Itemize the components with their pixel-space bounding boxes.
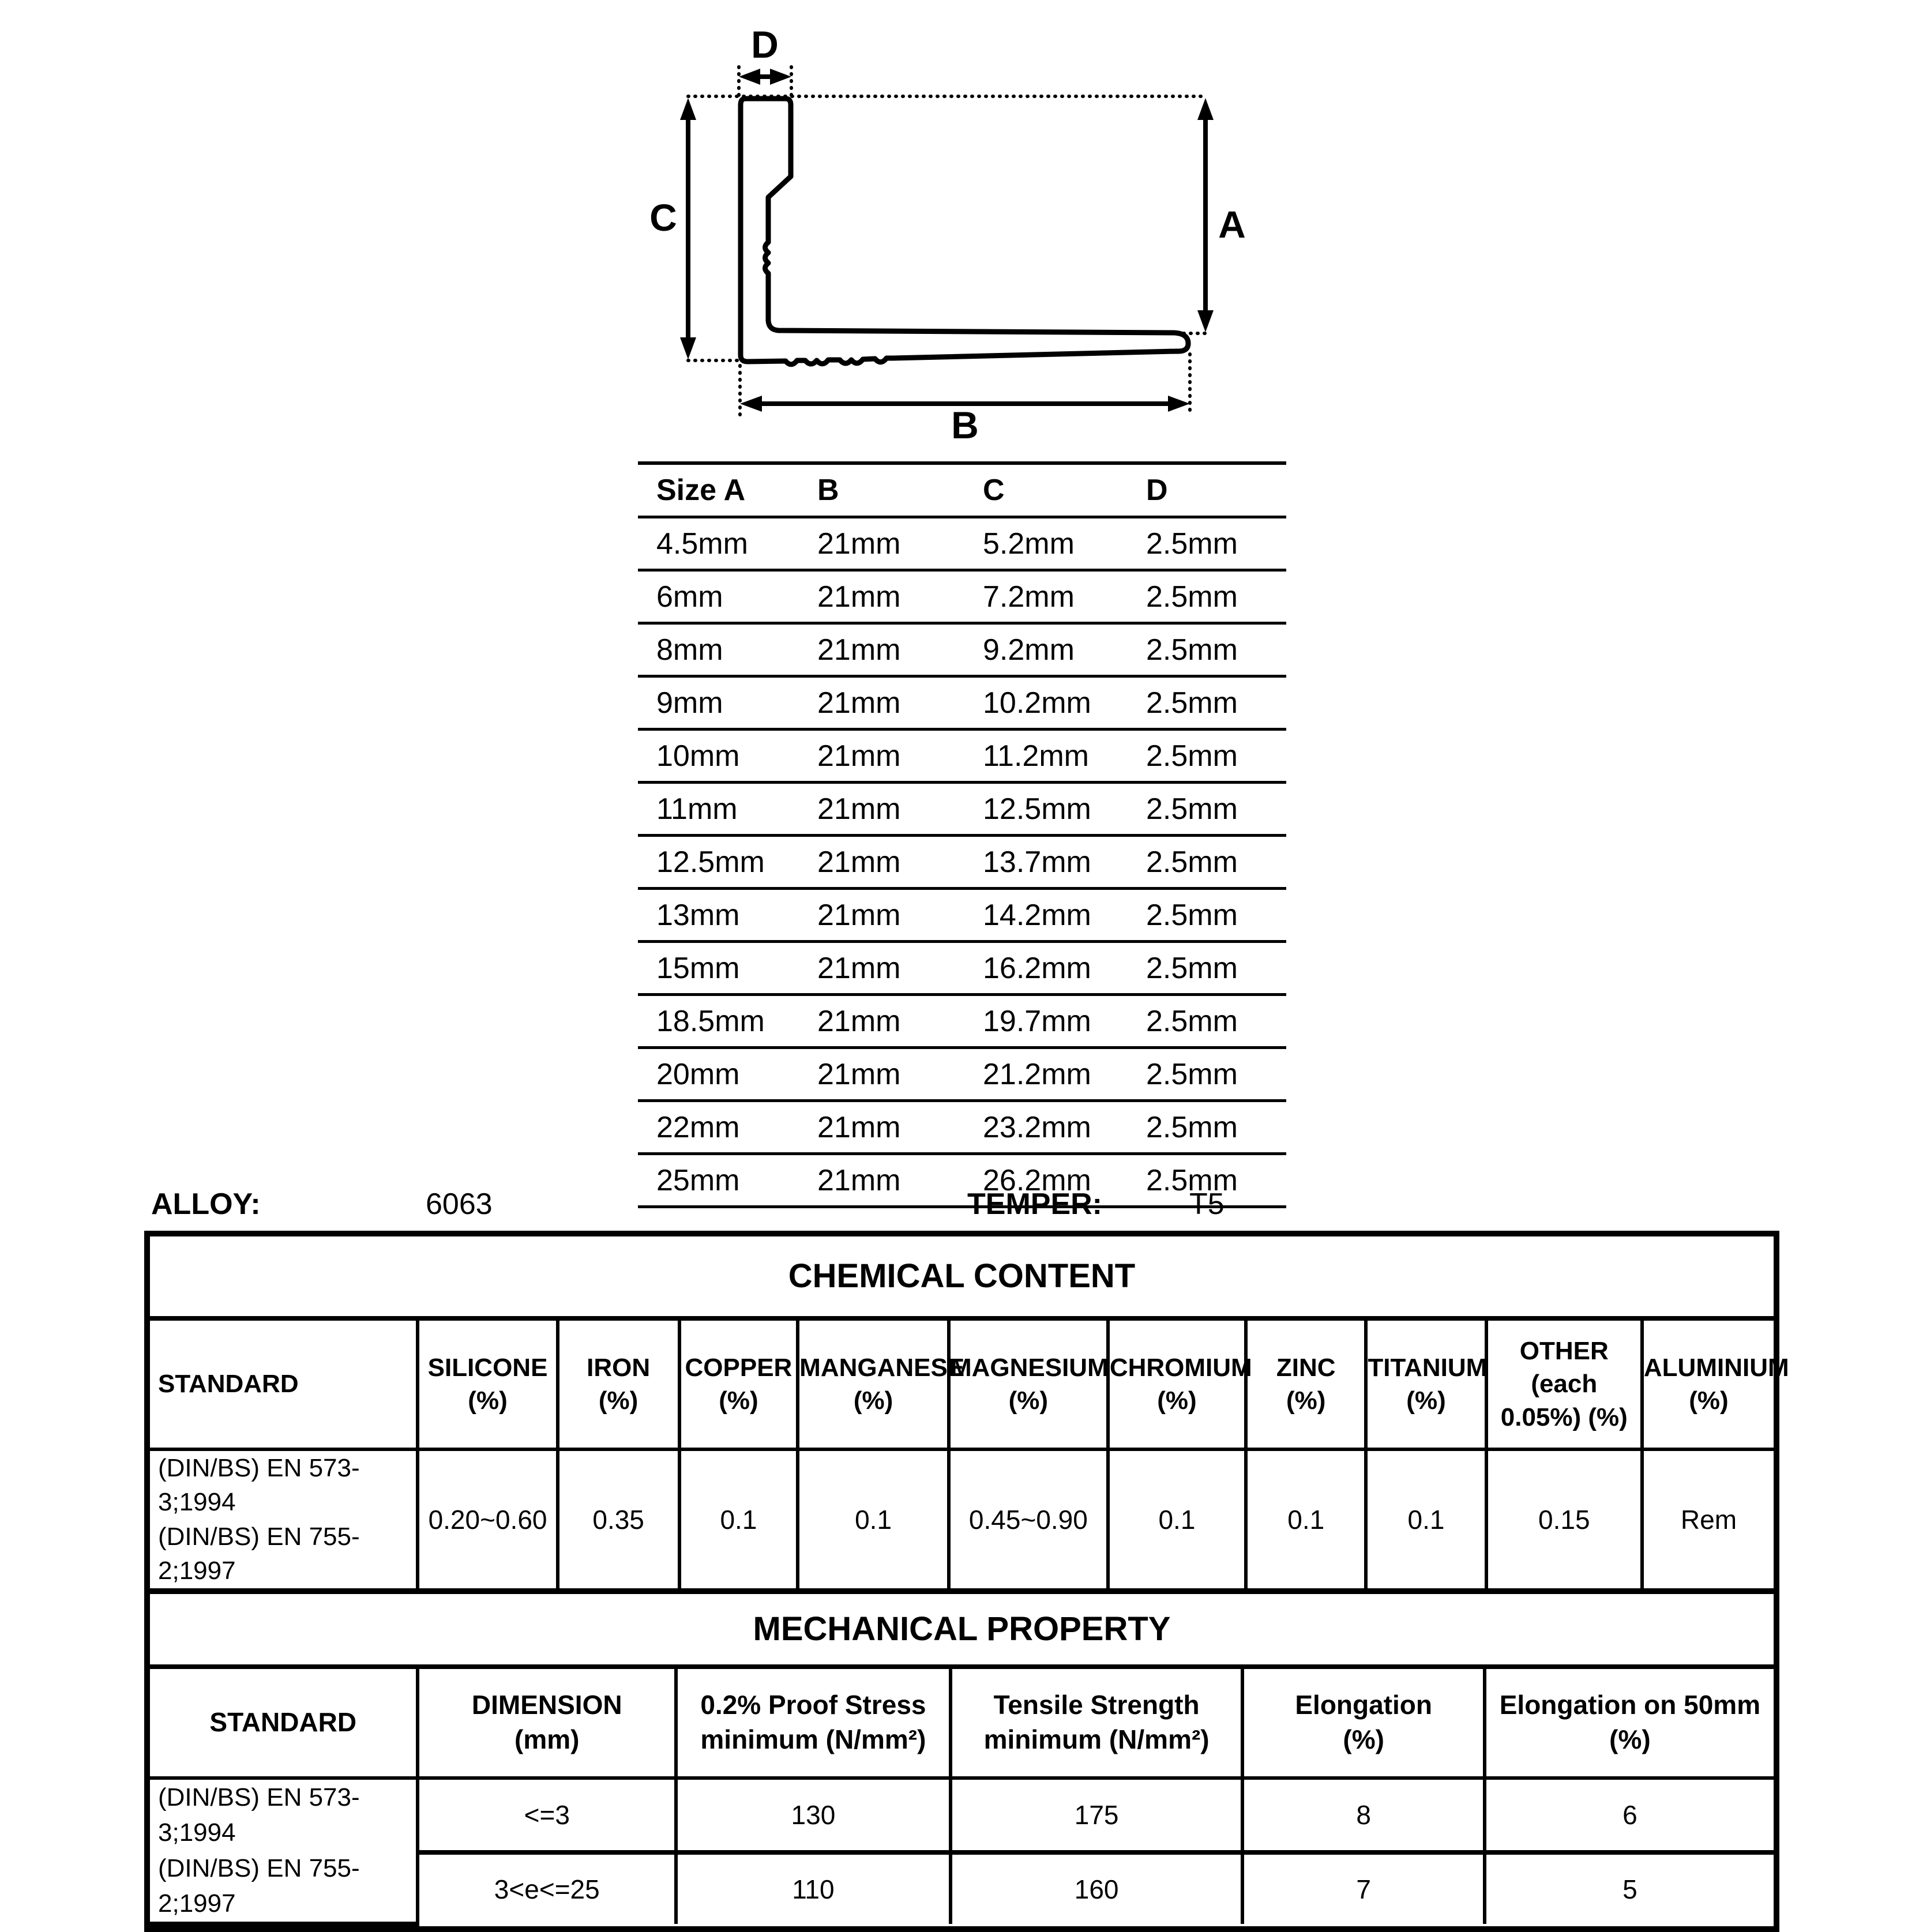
chem-header-unit: (%) — [1689, 1386, 1729, 1415]
alloy-label: ALLOY: — [151, 1187, 261, 1221]
size-cell: 10mm — [638, 730, 799, 783]
chem-header-text: ZINC — [1276, 1353, 1336, 1382]
size-table-row — [638, 783, 1286, 836]
size-cell: 21mm — [799, 1048, 964, 1101]
alloy-temper-line — [144, 1183, 1788, 1225]
chemical-content-title: CHEMICAL CONTENT — [150, 1236, 1774, 1321]
profile-cross-section-diagram — [634, 12, 1269, 461]
size-cell: 2.5mm — [1128, 730, 1286, 783]
mech-tensile-cell: 160 — [951, 1852, 1243, 1924]
size-cell: 2.5mm — [1128, 676, 1286, 730]
chem-header-iron — [558, 1321, 679, 1449]
size-cell: 21mm — [799, 836, 964, 889]
size-cell: 18.5mm — [638, 995, 799, 1048]
size-col-header: D — [1128, 463, 1286, 517]
size-cell: 2.5mm — [1128, 783, 1286, 836]
mech-standard-cell — [150, 1778, 418, 1924]
chem-value-chromium: 0.1 — [1108, 1449, 1246, 1588]
size-cell: 21mm — [799, 623, 964, 676]
size-table-row — [638, 1101, 1286, 1154]
size-cell: 7.2mm — [964, 570, 1128, 623]
temper-value: T5 — [1189, 1187, 1225, 1221]
size-cell: 6mm — [638, 570, 799, 623]
chem-header-unit: (%) — [1286, 1386, 1326, 1415]
size-table-row — [638, 1048, 1286, 1101]
size-cell: 4.5mm — [638, 517, 799, 570]
mech-elongation-cell: 7 — [1242, 1852, 1484, 1924]
chem-value-silicone: 0.20~0.60 — [418, 1449, 557, 1588]
chem-header-text: OTHER (each — [1519, 1337, 1609, 1399]
size-cell: 9mm — [638, 676, 799, 730]
l-profile-outline — [741, 99, 1188, 364]
mech-dimension-cell: 3<e<=25 — [418, 1852, 676, 1924]
mech-elongation50-cell: 6 — [1485, 1778, 1774, 1853]
mech-header-text: Elongation on 50mm — [1499, 1689, 1761, 1720]
size-cell: 11.2mm — [964, 730, 1128, 783]
chem-header-text: MANGANESE — [799, 1353, 965, 1382]
chem-header-chromium — [1108, 1321, 1252, 1449]
mech-header-unit: minimum (N/mm²) — [983, 1724, 1210, 1754]
size-cell: 12.5mm — [964, 783, 1128, 836]
size-table-row — [638, 570, 1286, 623]
dim-label-d: D — [751, 23, 779, 66]
size-cell: 2.5mm — [1128, 836, 1286, 889]
size-cell: 2.5mm — [1128, 570, 1286, 623]
size-table-row — [638, 517, 1286, 570]
standard-line: (DIN/BS) EN 573-3;1994 — [158, 1454, 360, 1517]
size-cell: 2.5mm — [1128, 889, 1286, 942]
size-cell: 21mm — [799, 676, 964, 730]
chem-header-unit: (%) — [719, 1386, 758, 1415]
mech-header-unit: minimum (N/mm²) — [700, 1724, 926, 1754]
chem-header-copper — [679, 1321, 798, 1449]
chem-header-unit: (%) — [598, 1386, 639, 1415]
size-cell: 21mm — [799, 942, 964, 995]
size-cell: 21.2mm — [964, 1048, 1128, 1101]
mech-header-text: Tensile Strength — [993, 1689, 1200, 1720]
standard-line: (DIN/BS) EN 755-2;1997 — [158, 1854, 360, 1918]
size-col-header: Size A — [638, 463, 799, 517]
mech-header-tensile — [951, 1669, 1243, 1778]
mech-proof-cell: 110 — [676, 1852, 951, 1924]
chem-value-zinc: 0.1 — [1246, 1449, 1366, 1588]
size-cell: 2.5mm — [1128, 1048, 1286, 1101]
chem-header-unit: (%) — [1157, 1386, 1197, 1415]
chem-value-magnesium: 0.45~0.90 — [949, 1449, 1108, 1588]
chem-header-text: SILICONE — [427, 1353, 548, 1382]
size-cell: 8mm — [638, 623, 799, 676]
size-table-row — [638, 730, 1286, 783]
size-cell: 21mm — [799, 995, 964, 1048]
size-cell: 23.2mm — [964, 1101, 1128, 1154]
size-cell: 11mm — [638, 783, 799, 836]
mech-header-unit: (%) — [1343, 1724, 1384, 1754]
size-cell: 21mm — [799, 783, 964, 836]
mech-header-text: Elongation — [1295, 1689, 1432, 1720]
chemical-header-row — [150, 1321, 1774, 1449]
chem-header-standard — [150, 1321, 418, 1449]
temper-label: TEMPER: — [967, 1187, 1102, 1221]
size-col-header: B — [799, 463, 964, 517]
dim-label-b: B — [951, 404, 979, 446]
size-table-row — [638, 995, 1286, 1048]
chem-value-manganese: 0.1 — [798, 1449, 949, 1588]
chem-header-text: ALUMINIUM — [1643, 1353, 1789, 1382]
size-cell: 2.5mm — [1128, 1154, 1286, 1207]
chem-header-unit: (%) — [853, 1386, 893, 1415]
size-cell: 21mm — [799, 730, 964, 783]
mech-tensile-cell: 175 — [951, 1778, 1243, 1853]
chem-value-copper: 0.1 — [679, 1449, 798, 1588]
size-cell: 15mm — [638, 942, 799, 995]
chem-header-aluminium — [1642, 1321, 1789, 1449]
standard-line: (DIN/BS) EN 573-3;1994 — [158, 1783, 360, 1847]
size-cell: 13.7mm — [964, 836, 1128, 889]
size-cell: 26.2mm — [964, 1154, 1128, 1207]
size-cell: 5.2mm — [964, 517, 1128, 570]
chem-header-silicone — [418, 1321, 557, 1449]
mech-header-unit: (%) — [1609, 1724, 1651, 1754]
mech-header-elongation-50mm — [1485, 1669, 1774, 1778]
chem-header-unit: (%) — [1008, 1386, 1049, 1415]
chem-header-text: TITANIUM — [1368, 1353, 1488, 1382]
size-table — [638, 461, 1286, 1208]
dim-label-c: C — [649, 196, 677, 239]
chem-header-unit: (%) — [1406, 1386, 1446, 1415]
mechanical-property-table — [150, 1669, 1774, 1926]
size-cell: 9.2mm — [964, 623, 1128, 676]
chem-value-titanium: 0.1 — [1366, 1449, 1486, 1588]
size-col-header: C — [964, 463, 1128, 517]
size-cell: 2.5mm — [1128, 623, 1286, 676]
dim-arrow-d — [739, 69, 791, 85]
dim-arrow-a — [1197, 98, 1214, 332]
chem-header-text: COPPER — [685, 1353, 793, 1382]
mech-header-unit: (mm) — [514, 1724, 580, 1754]
chem-header-unit: (%) — [468, 1386, 508, 1415]
size-cell: 16.2mm — [964, 942, 1128, 995]
size-cell: 12.5mm — [638, 836, 799, 889]
alloy-value: 6063 — [426, 1187, 493, 1221]
size-cell: 2.5mm — [1128, 942, 1286, 995]
size-cell: 13mm — [638, 889, 799, 942]
size-cell: 2.5mm — [1128, 1101, 1286, 1154]
size-cell: 2.5mm — [1128, 995, 1286, 1048]
mech-proof-cell: 130 — [676, 1778, 951, 1853]
mech-header-elongation — [1242, 1669, 1484, 1778]
size-table-row — [638, 676, 1286, 730]
dim-label-a: A — [1218, 203, 1246, 246]
chem-header-text: IRON — [587, 1353, 651, 1382]
chem-header-other — [1486, 1321, 1642, 1449]
dim-arrow-c — [680, 98, 696, 359]
size-cell: 22mm — [638, 1101, 799, 1154]
chem-value-other: 0.15 — [1486, 1449, 1642, 1588]
size-cell: 21mm — [799, 889, 964, 942]
mechanical-header-row — [150, 1669, 1774, 1778]
mech-header-proof-stress — [676, 1669, 951, 1778]
spec-tables-block — [144, 1231, 1789, 1932]
mechanical-property-title: MECHANICAL PROPERTY — [150, 1588, 1774, 1669]
chem-header-zinc — [1246, 1321, 1366, 1449]
chem-header-manganese — [798, 1321, 965, 1449]
chem-value-aluminium: Rem — [1680, 1504, 1737, 1535]
mechanical-data-row — [150, 1778, 1774, 1853]
mech-header-dimension — [418, 1669, 676, 1778]
mech-header-text: 0.2% Proof Stress — [700, 1689, 926, 1720]
size-cell: 19.7mm — [964, 995, 1128, 1048]
size-table-row — [638, 623, 1286, 676]
chem-standard-cell — [150, 1449, 418, 1588]
size-cell: 2.5mm — [1128, 517, 1286, 570]
size-cell: 21mm — [799, 517, 964, 570]
size-table-row — [638, 942, 1286, 995]
mech-dimension-cell: <=3 — [418, 1778, 676, 1853]
size-table-row — [638, 836, 1286, 889]
chemical-data-row — [150, 1449, 1774, 1588]
mech-elongation50-cell: 5 — [1622, 1874, 1637, 1905]
standard-line: (DIN/BS) EN 755-2;1997 — [158, 1522, 360, 1585]
chem-header-text: MAGNESIUM — [950, 1353, 1109, 1382]
mech-header-text: DIMENSION — [471, 1689, 622, 1720]
chem-header-text: STANDARD — [158, 1370, 299, 1399]
chem-value-iron: 0.35 — [558, 1449, 679, 1588]
size-cell: 14.2mm — [964, 889, 1128, 942]
mech-header-standard — [150, 1669, 418, 1778]
size-cell: 25mm — [638, 1154, 799, 1207]
size-cell: 20mm — [638, 1048, 799, 1101]
chem-header-text: CHROMIUM — [1109, 1353, 1252, 1382]
size-cell: 21mm — [799, 1101, 964, 1154]
size-table-row — [638, 889, 1286, 942]
size-cell: 10.2mm — [964, 676, 1128, 730]
chem-header-titanium — [1366, 1321, 1486, 1449]
mech-header-text: STANDARD — [209, 1707, 357, 1737]
size-cell: 21mm — [799, 570, 964, 623]
size-cell: 21mm — [799, 1154, 964, 1207]
chem-header-unit: 0.05%) (%) — [1500, 1403, 1628, 1431]
chem-header-magnesium — [949, 1321, 1108, 1449]
mech-elongation-cell: 8 — [1242, 1778, 1484, 1853]
size-table-header-row — [638, 463, 1286, 517]
chemical-content-table — [150, 1321, 1789, 1588]
